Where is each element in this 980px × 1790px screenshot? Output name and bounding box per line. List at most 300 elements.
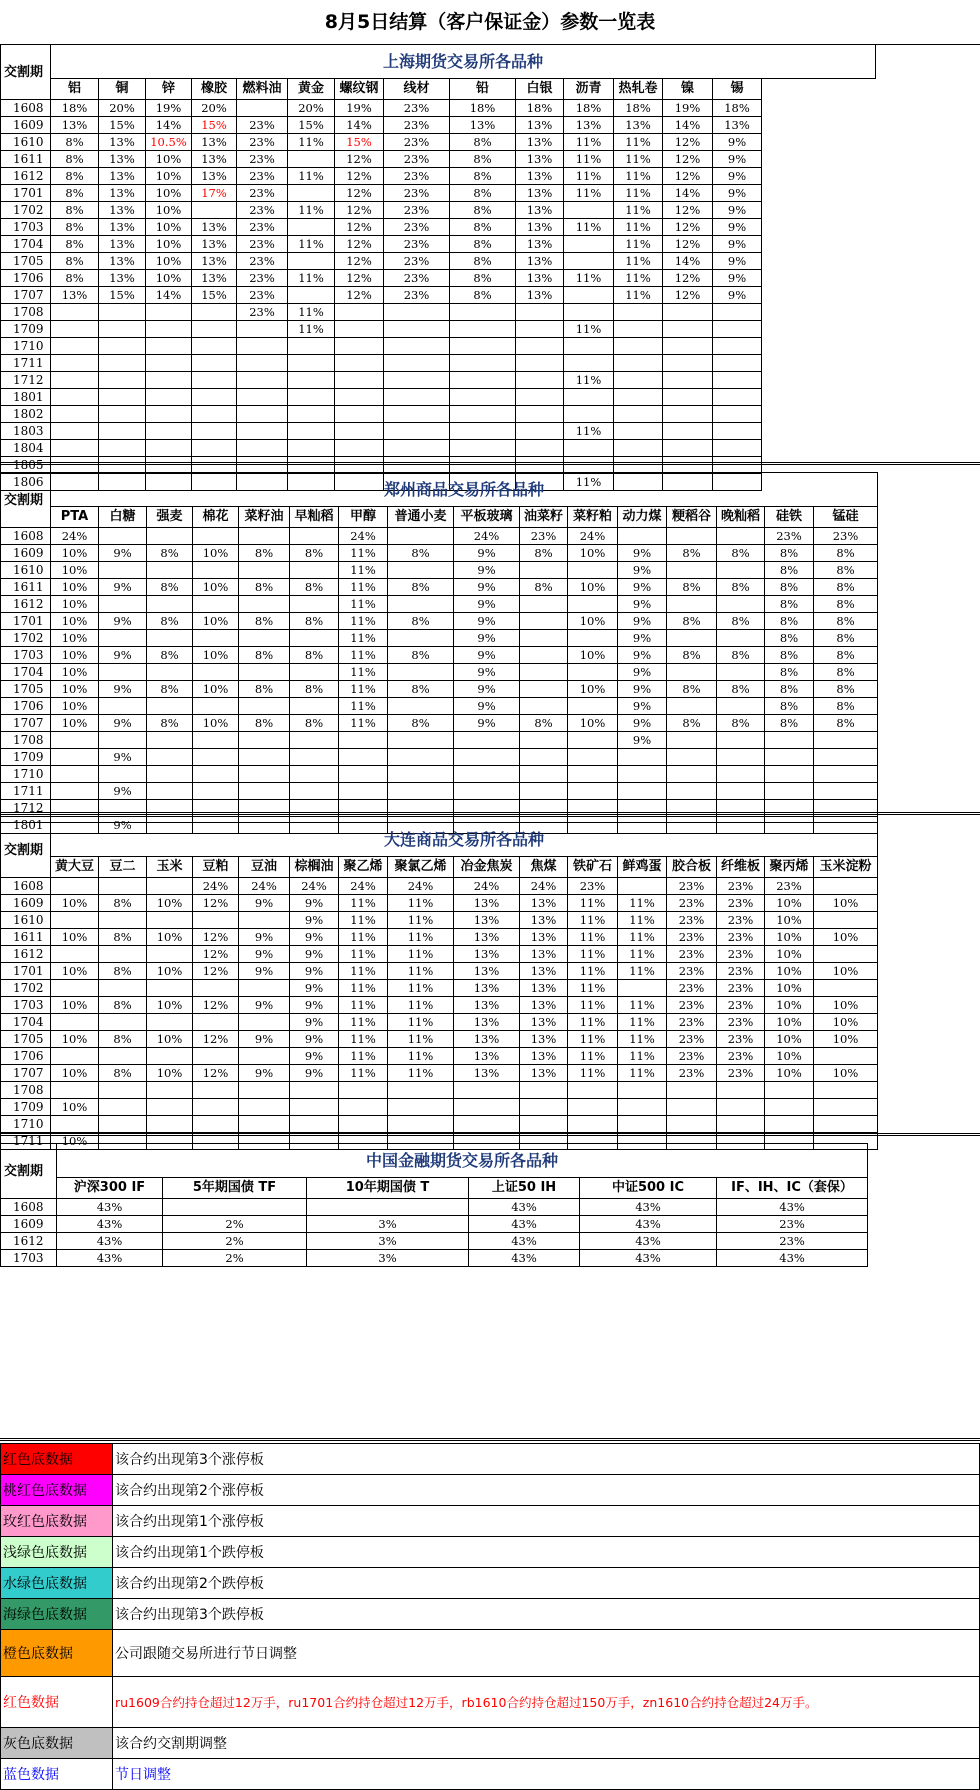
legend-swatch: 玫红色底数据 [1, 1506, 113, 1537]
margin-cell: 20% [99, 100, 146, 117]
margin-cell [814, 783, 878, 800]
exchange-section [0, 822, 980, 1150]
margin-cell: 12% [335, 185, 384, 202]
margin-cell: 23% [384, 219, 450, 236]
margin-cell [717, 732, 765, 749]
margin-table [0, 44, 876, 491]
margin-cell [288, 219, 335, 236]
margin-cell: 10% [765, 895, 814, 912]
margin-cell: 13% [520, 929, 568, 946]
margin-cell: 23% [717, 929, 765, 946]
period-label: 交割期 [1, 473, 51, 528]
margin-cell [564, 304, 614, 321]
margin-cell: 10% [51, 596, 99, 613]
margin-cell: 11% [614, 151, 663, 168]
margin-cell [663, 457, 713, 474]
margin-cell: 23% [717, 912, 765, 929]
exchange-section [0, 1143, 980, 1267]
margin-cell: 8% [239, 545, 290, 562]
margin-cell: 11% [388, 895, 454, 912]
margin-cell [239, 698, 290, 715]
table-row [1, 219, 876, 236]
margin-cell: 12% [663, 151, 713, 168]
margin-cell [288, 457, 335, 474]
period-cell: 1802 [1, 406, 51, 423]
margin-cell: 10% [814, 963, 878, 980]
margin-cell: 8% [667, 613, 717, 630]
margin-cell: 9% [618, 613, 667, 630]
margin-cell: 8% [667, 647, 717, 664]
margin-cell: 14% [663, 117, 713, 134]
margin-cell [814, 980, 878, 997]
margin-cell: 13% [454, 1031, 520, 1048]
margin-cell [717, 698, 765, 715]
margin-cell: 9% [713, 236, 762, 253]
margin-cell [51, 980, 99, 997]
margin-cell: 8% [99, 1031, 147, 1048]
legend-swatch: 橙色底数据 [1, 1630, 113, 1677]
margin-cell: 23% [384, 236, 450, 253]
margin-cell [192, 202, 237, 219]
period-cell: 1611 [1, 151, 51, 168]
margin-cell: 8% [51, 219, 99, 236]
margin-cell: 13% [516, 185, 564, 202]
margin-cell [288, 287, 335, 304]
margin-cell [147, 749, 193, 766]
margin-cell: 11% [568, 980, 618, 997]
product-header: 黄大豆 [51, 857, 99, 878]
period-cell: 1806 [1, 474, 51, 491]
table-row [1, 1199, 868, 1216]
margin-cell [568, 749, 618, 766]
period-cell: 1708 [1, 304, 51, 321]
legend-description: 该合约出现第3个跌停板 [113, 1599, 980, 1630]
legend-row [1, 1759, 980, 1790]
margin-cell: 23% [667, 997, 717, 1014]
margin-cell: 8% [388, 647, 454, 664]
empty-cell [762, 253, 876, 270]
margin-cell [765, 1099, 814, 1116]
margin-cell: 9% [454, 630, 520, 647]
margin-cell: 12% [193, 895, 239, 912]
margin-cell [663, 321, 713, 338]
period-cell: 1701 [1, 185, 51, 202]
margin-cell [146, 321, 192, 338]
margin-cell [765, 1116, 814, 1133]
margin-cell [388, 749, 454, 766]
period-cell: 1612 [1, 1233, 57, 1250]
margin-cell [713, 321, 762, 338]
margin-cell: 10% [568, 579, 618, 596]
margin-cell [765, 783, 814, 800]
margin-cell [388, 1099, 454, 1116]
margin-cell [192, 457, 237, 474]
margin-cell [239, 732, 290, 749]
margin-cell: 23% [667, 963, 717, 980]
product-header: 油菜籽 [520, 507, 568, 528]
empty-cell [762, 406, 876, 423]
margin-cell [667, 630, 717, 647]
margin-cell: 12% [335, 253, 384, 270]
margin-cell: 10% [193, 613, 239, 630]
margin-cell: 8% [520, 579, 568, 596]
product-header: 铅 [450, 79, 516, 100]
margin-cell: 8% [51, 270, 99, 287]
margin-cell: 23% [717, 997, 765, 1014]
legend-row [1, 1537, 980, 1568]
legend-swatch: 桃红色底数据 [1, 1475, 113, 1506]
margin-cell [193, 698, 239, 715]
margin-cell: 9% [290, 963, 339, 980]
margin-cell: 11% [568, 929, 618, 946]
period-cell: 1712 [1, 800, 51, 817]
empty-cell [762, 151, 876, 168]
margin-cell: 43% [580, 1233, 717, 1250]
margin-cell: 8% [765, 613, 814, 630]
margin-cell [450, 372, 516, 389]
margin-cell: 9% [239, 963, 290, 980]
margin-cell: 8% [814, 664, 878, 681]
margin-cell [163, 1199, 307, 1216]
margin-cell: 10% [147, 1031, 193, 1048]
margin-cell: 10% [765, 1031, 814, 1048]
margin-cell: 13% [99, 202, 146, 219]
margin-cell: 8% [814, 613, 878, 630]
margin-cell: 13% [516, 253, 564, 270]
product-header: 铁矿石 [568, 857, 618, 878]
margin-cell: 11% [618, 963, 667, 980]
margin-cell: 11% [288, 236, 335, 253]
margin-cell: 9% [454, 681, 520, 698]
margin-cell [99, 406, 146, 423]
product-header: 锰硅 [814, 507, 878, 528]
margin-cell [51, 1082, 99, 1099]
margin-cell: 10% [568, 545, 618, 562]
period-cell: 1610 [1, 562, 51, 579]
margin-cell [814, 1099, 878, 1116]
empty-cell [762, 270, 876, 287]
margin-cell [99, 440, 146, 457]
period-cell: 1701 [1, 963, 51, 980]
margin-cell [99, 355, 146, 372]
period-cell: 1706 [1, 1048, 51, 1065]
legend-swatch: 红色底数据 [1, 1444, 113, 1475]
margin-cell [564, 236, 614, 253]
margin-cell [192, 355, 237, 372]
margin-cell [99, 878, 147, 895]
margin-cell: 8% [99, 963, 147, 980]
margin-cell: 10% [765, 946, 814, 963]
table-row [1, 304, 876, 321]
margin-cell: 13% [516, 236, 564, 253]
table-row [1, 895, 878, 912]
margin-cell: 24% [520, 878, 568, 895]
period-cell: 1709 [1, 1099, 51, 1116]
margin-cell: 13% [454, 912, 520, 929]
margin-cell: 11% [564, 219, 614, 236]
margin-cell: 11% [288, 202, 335, 219]
margin-cell: 11% [388, 912, 454, 929]
legend-swatch: 灰色底数据 [1, 1728, 113, 1759]
margin-cell [520, 562, 568, 579]
margin-cell [717, 766, 765, 783]
margin-cell: 10% [51, 1133, 99, 1150]
product-header: 橡胶 [192, 79, 237, 100]
margin-cell: 24% [193, 878, 239, 895]
margin-cell [237, 355, 288, 372]
margin-cell [384, 355, 450, 372]
margin-cell [239, 630, 290, 647]
margin-cell: 13% [192, 270, 237, 287]
margin-cell: 8% [814, 647, 878, 664]
margin-cell [237, 406, 288, 423]
margin-cell: 9% [713, 151, 762, 168]
empty-cell [762, 236, 876, 253]
margin-cell [339, 766, 388, 783]
margin-cell: 8% [450, 236, 516, 253]
margin-cell: 8% [99, 1065, 147, 1082]
margin-cell [290, 766, 339, 783]
section-divider [0, 1440, 980, 1441]
margin-cell [618, 528, 667, 545]
margin-cell: 8% [290, 545, 339, 562]
margin-cell [814, 946, 878, 963]
product-header: 菜籽油 [239, 507, 290, 528]
table-row [1, 338, 876, 355]
margin-cell: 8% [667, 681, 717, 698]
margin-cell: 23% [384, 151, 450, 168]
margin-cell: 15% [99, 117, 146, 134]
margin-cell: 18% [564, 100, 614, 117]
margin-cell [713, 372, 762, 389]
margin-cell [339, 749, 388, 766]
margin-cell [239, 980, 290, 997]
margin-cell [146, 304, 192, 321]
margin-cell: 11% [339, 698, 388, 715]
margin-cell: 10% [146, 168, 192, 185]
margin-cell: 13% [614, 117, 663, 134]
margin-cell: 8% [147, 613, 193, 630]
margin-cell [814, 766, 878, 783]
margin-cell: 23% [237, 117, 288, 134]
empty-cell [762, 134, 876, 151]
product-header: IF、IH、IC（套保） [717, 1178, 868, 1199]
margin-cell [568, 1116, 618, 1133]
margin-cell [388, 562, 454, 579]
margin-cell [147, 980, 193, 997]
margin-cell: 8% [388, 681, 454, 698]
table-row [1, 929, 878, 946]
margin-cell [288, 151, 335, 168]
product-header: 燃料油 [237, 79, 288, 100]
margin-cell: 43% [717, 1199, 868, 1216]
margin-cell: 9% [618, 715, 667, 732]
margin-cell [237, 440, 288, 457]
margin-cell: 10% [814, 895, 878, 912]
margin-cell [814, 749, 878, 766]
margin-cell: 20% [288, 100, 335, 117]
margin-cell [239, 912, 290, 929]
margin-cell: 9% [99, 647, 147, 664]
margin-cell: 11% [568, 1014, 618, 1031]
margin-cell [454, 766, 520, 783]
section-divider [0, 462, 980, 463]
margin-cell: 18% [713, 100, 762, 117]
margin-cell: 13% [454, 963, 520, 980]
margin-cell: 23% [765, 528, 814, 545]
margin-cell: 23% [384, 202, 450, 219]
margin-cell: 15% [335, 134, 384, 151]
margin-cell: 23% [520, 528, 568, 545]
margin-cell: 8% [814, 630, 878, 647]
margin-cell: 10% [147, 963, 193, 980]
margin-cell: 11% [339, 579, 388, 596]
margin-cell: 8% [450, 219, 516, 236]
margin-cell [288, 440, 335, 457]
margin-cell [713, 304, 762, 321]
margin-cell: 13% [99, 168, 146, 185]
margin-cell: 9% [290, 997, 339, 1014]
margin-cell [388, 1082, 454, 1099]
margin-cell [614, 440, 663, 457]
margin-table [0, 822, 878, 1150]
margin-cell: 24% [454, 878, 520, 895]
margin-cell: 11% [618, 1065, 667, 1082]
margin-cell: 43% [580, 1199, 717, 1216]
product-header: 硅铁 [765, 507, 814, 528]
margin-cell [667, 749, 717, 766]
margin-cell: 11% [568, 1031, 618, 1048]
margin-cell [288, 355, 335, 372]
period-cell: 1609 [1, 1216, 57, 1233]
margin-cell [99, 980, 147, 997]
margin-cell: 13% [516, 270, 564, 287]
margin-cell: 11% [339, 630, 388, 647]
margin-cell: 11% [339, 1048, 388, 1065]
table-row [1, 878, 878, 895]
margin-cell: 11% [388, 1031, 454, 1048]
margin-cell [147, 596, 193, 613]
margin-cell [193, 912, 239, 929]
margin-cell: 9% [618, 579, 667, 596]
table-row [1, 202, 876, 219]
margin-cell: 10% [51, 997, 99, 1014]
margin-cell [51, 1048, 99, 1065]
margin-cell: 10% [51, 715, 99, 732]
margin-cell: 23% [667, 980, 717, 997]
margin-cell: 12% [193, 946, 239, 963]
margin-cell: 9% [290, 929, 339, 946]
margin-cell: 11% [568, 1048, 618, 1065]
margin-cell [51, 372, 99, 389]
margin-cell [450, 304, 516, 321]
margin-cell [147, 528, 193, 545]
margin-cell: 11% [388, 946, 454, 963]
margin-cell: 11% [388, 1065, 454, 1082]
margin-cell: 43% [580, 1250, 717, 1267]
period-cell: 1703 [1, 647, 51, 664]
margin-cell: 8% [667, 545, 717, 562]
margin-cell [564, 457, 614, 474]
margin-cell [147, 732, 193, 749]
margin-cell: 11% [618, 946, 667, 963]
margin-cell: 11% [288, 168, 335, 185]
margin-cell [564, 253, 614, 270]
margin-cell: 11% [288, 321, 335, 338]
margin-cell: 23% [717, 980, 765, 997]
margin-cell [146, 423, 192, 440]
margin-cell: 10% [51, 562, 99, 579]
margin-cell: 23% [568, 878, 618, 895]
margin-cell: 10% [146, 236, 192, 253]
period-cell: 1706 [1, 698, 51, 715]
period-cell: 1707 [1, 715, 51, 732]
table-row [1, 372, 876, 389]
period-cell: 1707 [1, 1065, 51, 1082]
margin-cell: 11% [388, 1048, 454, 1065]
margin-cell: 14% [146, 287, 192, 304]
margin-cell [614, 321, 663, 338]
margin-cell [520, 1116, 568, 1133]
margin-cell: 23% [717, 946, 765, 963]
margin-cell [717, 749, 765, 766]
product-header: 螺纹钢 [335, 79, 384, 100]
margin-cell [516, 372, 564, 389]
margin-cell: 9% [290, 1048, 339, 1065]
margin-cell [663, 423, 713, 440]
margin-cell [237, 372, 288, 389]
margin-cell: 8% [765, 698, 814, 715]
margin-cell: 8% [290, 715, 339, 732]
margin-cell: 10% [765, 929, 814, 946]
margin-cell: 23% [667, 946, 717, 963]
margin-cell [614, 304, 663, 321]
product-header: 动力煤 [618, 507, 667, 528]
margin-cell [520, 613, 568, 630]
margin-cell [568, 562, 618, 579]
margin-cell [717, 528, 765, 545]
margin-cell [237, 457, 288, 474]
margin-cell [192, 304, 237, 321]
margin-cell: 15% [192, 117, 237, 134]
margin-cell [335, 372, 384, 389]
margin-cell: 12% [663, 219, 713, 236]
table-row [1, 647, 878, 664]
margin-cell: 8% [450, 253, 516, 270]
margin-cell [288, 253, 335, 270]
period-cell: 1609 [1, 895, 51, 912]
empty-cell [762, 423, 876, 440]
margin-cell: 2% [163, 1233, 307, 1250]
margin-cell: 11% [614, 168, 663, 185]
margin-cell: 9% [454, 613, 520, 630]
margin-cell [51, 912, 99, 929]
period-cell: 1702 [1, 980, 51, 997]
margin-cell [667, 596, 717, 613]
margin-cell: 8% [520, 715, 568, 732]
margin-cell: 8% [765, 664, 814, 681]
margin-cell: 11% [564, 185, 614, 202]
margin-cell: 13% [520, 963, 568, 980]
margin-cell: 13% [454, 980, 520, 997]
margin-cell: 9% [618, 562, 667, 579]
margin-cell: 10% [193, 647, 239, 664]
margin-cell [192, 406, 237, 423]
margin-cell: 9% [239, 895, 290, 912]
margin-cell: 12% [193, 1031, 239, 1048]
product-header: 玉米淀粉 [814, 857, 878, 878]
margin-cell [384, 372, 450, 389]
